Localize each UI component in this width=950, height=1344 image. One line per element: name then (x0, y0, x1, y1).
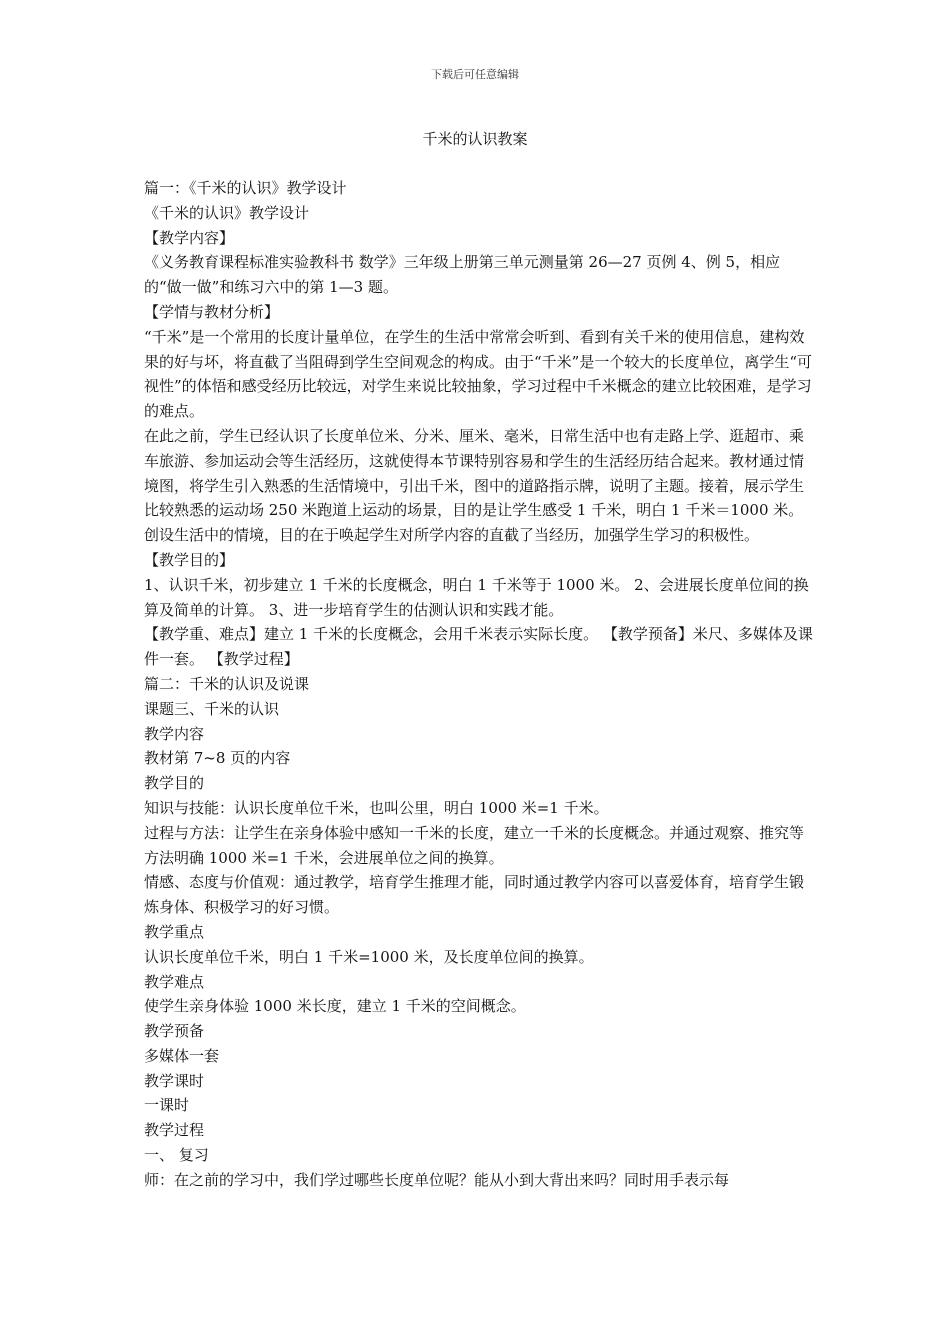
paragraph: 【教学内容】 (144, 228, 235, 247)
paragraph: 认识长度单位千米，明白 1 千米=1000 米，及长度单位间的换算。 (144, 947, 594, 966)
paragraph: 《千米的认识》教学设计 (144, 203, 310, 222)
paragraph: “千米”是一个常用的长度计量单位，在学生的生活中常常会听到、看到有关千米的使用信息，建构效果的好与坏，将直截了当阻碍到学生空间观念的构成。由于“千米”是一个较大的长度单位，离学生“可视性”的体悟和感受经历比较远，对学生来说比较抽象，学习过程中千米概念的建立比较困难，是学习的难点。 (144, 327, 813, 421)
paragraph: 知识与技能：认识长度单位千米，也叫公里，明白 1000 米=1 千米。 (144, 798, 609, 817)
paragraph: 在此之前，学生已经认识了长度单位米、分米、厘米、毫米，日常生活中也有走路上学、逛超市、乘车旅游、参加运动会等生活经历，这就使得本节课特别容易和学生的生活经历结合起来。教材通过情境图，将学生引入熟悉的生活情境中，引出千米，图中的道路指示牌，说明了主题。接着，展示学生比较熟悉的运动场 250 米跑道上运动的场景，目的是让学生感受 1 千米，明白 1 千米＝1000 米。创设生活中的情境，目的在于唤起学生对所学内容的直截了当经历，加强学生学习的积极性。 (144, 426, 805, 545)
paragraph: 教材第 7~8 页的内容 (144, 749, 291, 768)
paragraph: 情感、态度与价值观：通过教学，培育学生推理才能，同时通过教学内容可以喜爱体育，培育学生锻炼身体、积极学习的好习惯。 (144, 873, 805, 917)
paragraph: 教学课时 (144, 1071, 205, 1090)
paragraph: 【教学目的】 (144, 550, 235, 569)
paragraph: 课题三、千米的认识 (144, 699, 280, 718)
paragraph: 篇二：千米的认识及说课 (144, 674, 310, 693)
paragraph: 师：在之前的学习中，我们学过哪些长度单位呢？能从小到大背出来吗？同时用手表示每 (144, 1170, 730, 1189)
paragraph: 使学生亲身体验 1000 米长度，建立 1 千米的空间概念。 (144, 997, 526, 1016)
paragraph: 教学难点 (144, 972, 205, 991)
document-body (144, 176, 816, 1193)
paragraph: 教学内容 (144, 724, 205, 743)
paragraph: 《义务教育课程标准实验教科书 数学》三年级上册第三单元测量第 26—27 页例 4、例 5，相应的“做一做”和练习六中的第 1—3 题。 (144, 253, 781, 297)
paragraph: 【学情与教材分析】 (144, 302, 280, 321)
paragraph: 1、认识千米，初步建立 1 千米的长度概念，明白 1 千米等于 1000 米。 2、会进展长度单位间的换算及简单的计算。 3、进一步培育学生的估测认识和实践才能。 (144, 575, 809, 619)
paragraph: 教学预备 (144, 1022, 205, 1041)
paragraph: 篇一：《千米的认识》教学设计 (144, 179, 347, 197)
paragraph: 【教学重、难点】建立 1 千米的长度概念，会用千米表示实际长度。 【教学预备】米尺、多媒体及课件一套。 【教学过程】 (144, 625, 813, 669)
paragraph: 一、 复习 (144, 1146, 209, 1165)
paragraph: 教学目的 (144, 774, 205, 793)
header-note: 下载后可任意编辑 (431, 68, 519, 81)
paragraph: 教学过程 (144, 1121, 205, 1140)
paragraph: 教学重点 (144, 922, 205, 941)
paragraph: 过程与方法：让学生在亲身体验中感知一千米的长度，建立一千米的长度概念。并通过观察、推究等方法明确 1000 米=1 千米，会进展单位之间的换算。 (144, 823, 805, 867)
document-title: 千米的认识教案 (422, 130, 528, 148)
paragraph: 多媒体一套 (144, 1046, 220, 1065)
paragraph: 一课时 (144, 1096, 190, 1115)
